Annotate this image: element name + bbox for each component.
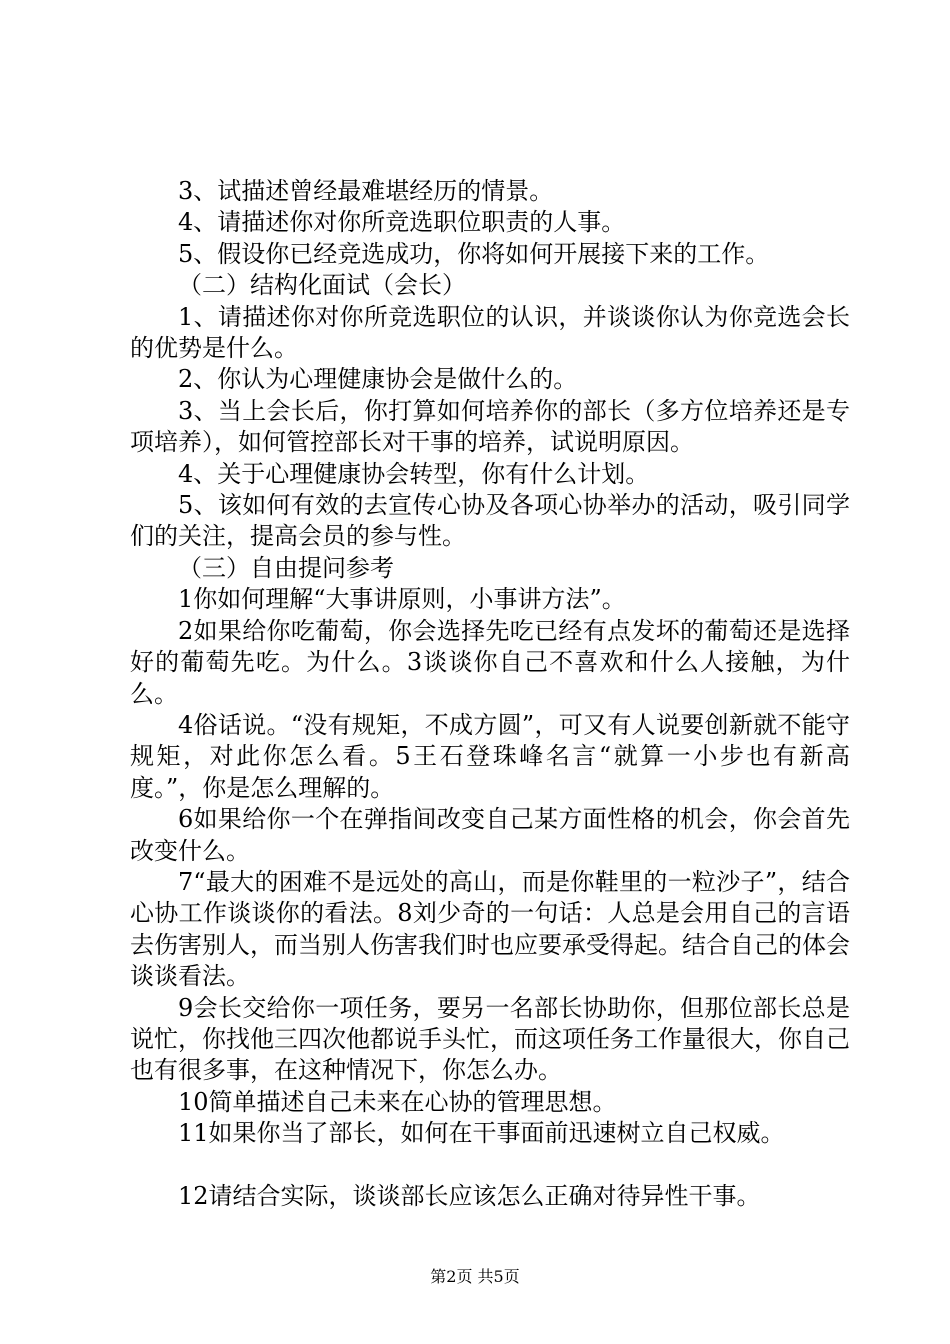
paragraph: 12请结合实际，谈谈部长应该怎么正确对待异性干事。 xyxy=(178,1181,761,1210)
paragraph: 3、当上会长后，你打算如何培养你的部长（多方位培养还是专项培养），如何管控部长对干事的培养，试说明原因。 xyxy=(130,396,850,457)
paragraph: 10简单描述自己未来在心协的管理思想。 xyxy=(178,1087,617,1116)
section-heading: （三）自由提问参考 xyxy=(178,553,394,582)
paragraph: 2如果给你吃葡萄，你会选择先吃已经有点发坏的葡萄还是选择好的葡萄先吃。为什么。3谈谈你自己不喜欢和什么人接触，为什么。 xyxy=(130,616,850,708)
paragraph: 11如果你当了部长，如何在干事面前迅速树立自己权威。 xyxy=(178,1119,785,1148)
paragraph: 3、试描述曾经最难堪经历的情景。 xyxy=(178,177,554,205)
paragraph: 5、该如何有效的去宣传心协及各项心协举办的活动，吸引同学们的关注，提高会员的参与性。 xyxy=(130,491,850,551)
body-text xyxy=(130,176,850,1212)
paragraph: 9会长交给你一项任务，要另一名部长协助你，但那位部长总是说忙，你找他三四次他都说手头忙，而这项任务工作量很大，你自己也有很多事，在这种情况下，你怎么办。 xyxy=(130,993,850,1085)
page-footer: 第2页 共5页 xyxy=(430,1267,520,1286)
paragraph: 4、关于心理健康协会转型，你有什么计划。 xyxy=(178,459,650,488)
section-heading: （二）结构化面试（会长） xyxy=(178,271,466,300)
paragraph: 5、假设你已经竞选成功，你将如何开展接下来的工作。 xyxy=(178,239,770,268)
paragraph: 4俗话说。“没有规矩，不成方圆”，可又有人说要创新就不能守规矩，对此你怎么看。5王石登珠峰名言“就算一小步也有新高度。”，你是怎么理解的。 xyxy=(130,710,850,802)
paragraph: 6如果给你一个在弹指间改变自己某方面性格的机会，你会首先改变什么。 xyxy=(130,805,850,865)
paragraph: 2、你认为心理健康协会是做什么的。 xyxy=(178,365,578,394)
paragraph: 4、请描述你对你所竞选职位职责的人事。 xyxy=(178,208,626,237)
paragraph: 1、请描述你对你所竞选职位的认识，并谈谈你认为你竞选会长的优势是什么。 xyxy=(130,302,850,363)
paragraph: 7“最大的困难不是远处的高山，而是你鞋里的一粒沙子”，结合心协工作谈谈你的看法。8刘少奇的一句话：人总是会用自己的言语去伤害别人，而当别人伤害我们时也应要承受得起。结合自己的体会谈谈看法。 xyxy=(130,867,850,991)
paragraph: 1你如何理解“大事讲原则，小事讲方法”。 xyxy=(178,585,626,614)
